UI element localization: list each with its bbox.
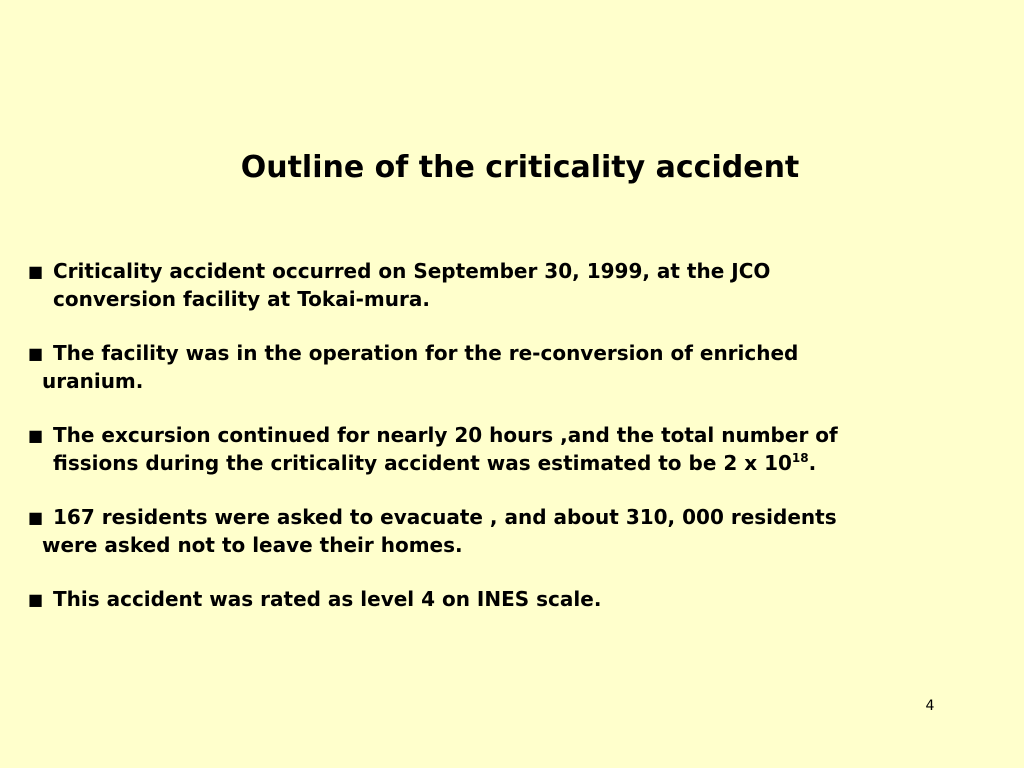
square-bullet-icon: ■ <box>28 426 44 445</box>
page-number: 4 <box>925 698 935 714</box>
bullet-continuation: conversion facility at Tokai-mura. <box>53 287 430 311</box>
square-bullet-icon: ■ <box>28 262 44 281</box>
bullet-line <box>28 257 988 285</box>
bullet-item <box>28 585 988 613</box>
bullet-text: The facility was in the operation for the re-conversion of enriched <box>53 341 799 365</box>
bullet-continuation <box>28 449 988 477</box>
square-bullet-icon: ■ <box>28 590 44 609</box>
bullet-text: 167 residents were asked to evacuate , and about 310, 000 residents <box>53 505 837 529</box>
bullet-text: This accident was rated as level 4 on INES scale. <box>53 587 602 611</box>
bullet-continuation: were asked not to leave their homes. <box>42 533 463 557</box>
bullet-continuation-text: fissions during the criticality accident was estimated to be 2 x 10 <box>53 451 792 475</box>
bullet-line <box>28 421 988 449</box>
bullet-line <box>28 503 988 531</box>
square-bullet-icon: ■ <box>28 344 44 363</box>
sentence-end: . <box>808 451 817 475</box>
exponent: 18 <box>791 451 809 465</box>
bullet-continuation: uranium. <box>42 369 144 393</box>
slide-title: Outline of the criticality accident <box>240 150 800 185</box>
bullet-text: The excursion continued for nearly 20 hours ,and the total number of <box>53 423 838 447</box>
bullet-text: Criticality accident occurred on September 30, 1999, at the JCO <box>53 259 771 283</box>
bullet-item <box>28 421 988 477</box>
bullet-line <box>28 339 988 367</box>
bullet-item <box>28 503 988 559</box>
bullet-line <box>28 585 988 613</box>
square-bullet-icon: ■ <box>28 508 44 527</box>
bullet-item <box>28 257 988 313</box>
bullet-item <box>28 339 988 395</box>
